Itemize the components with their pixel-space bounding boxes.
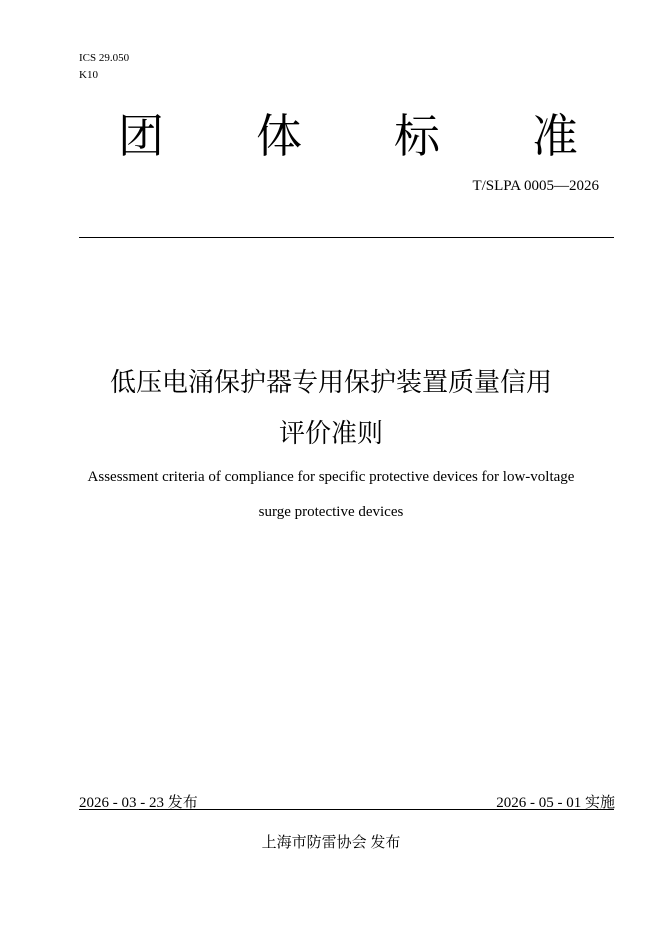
publisher: 上海市防雷协会 发布 bbox=[261, 835, 401, 851]
implementation-date: 2026 - 05 - 01 实施 bbox=[496, 795, 615, 811]
title-cn-line2: 评价准则 bbox=[278, 419, 383, 449]
category-char: 体 bbox=[256, 109, 302, 163]
category-char: 标 bbox=[394, 109, 440, 163]
issue-date: 2026 - 03 - 23 发布 bbox=[79, 795, 198, 811]
category-char: 准 bbox=[532, 109, 578, 163]
standard-number: T/SLPA 0005—2026 bbox=[472, 178, 599, 194]
ccs-code: K10 bbox=[79, 69, 98, 81]
ics-code: ICS 29.050 bbox=[79, 52, 130, 64]
classification-codes bbox=[79, 50, 129, 84]
title-cn-line1: 低压电涌保护器专用保护装置质量信用 bbox=[109, 368, 552, 398]
title-en-line1: Assessment criteria of compliance for specific protective devices for low-voltage bbox=[87, 469, 575, 485]
category-char: 团 bbox=[118, 109, 164, 163]
header-divider bbox=[79, 237, 614, 238]
document-category-title bbox=[118, 108, 578, 164]
title-en-line2: surge protective devices bbox=[258, 504, 404, 520]
footer-divider bbox=[79, 809, 614, 810]
